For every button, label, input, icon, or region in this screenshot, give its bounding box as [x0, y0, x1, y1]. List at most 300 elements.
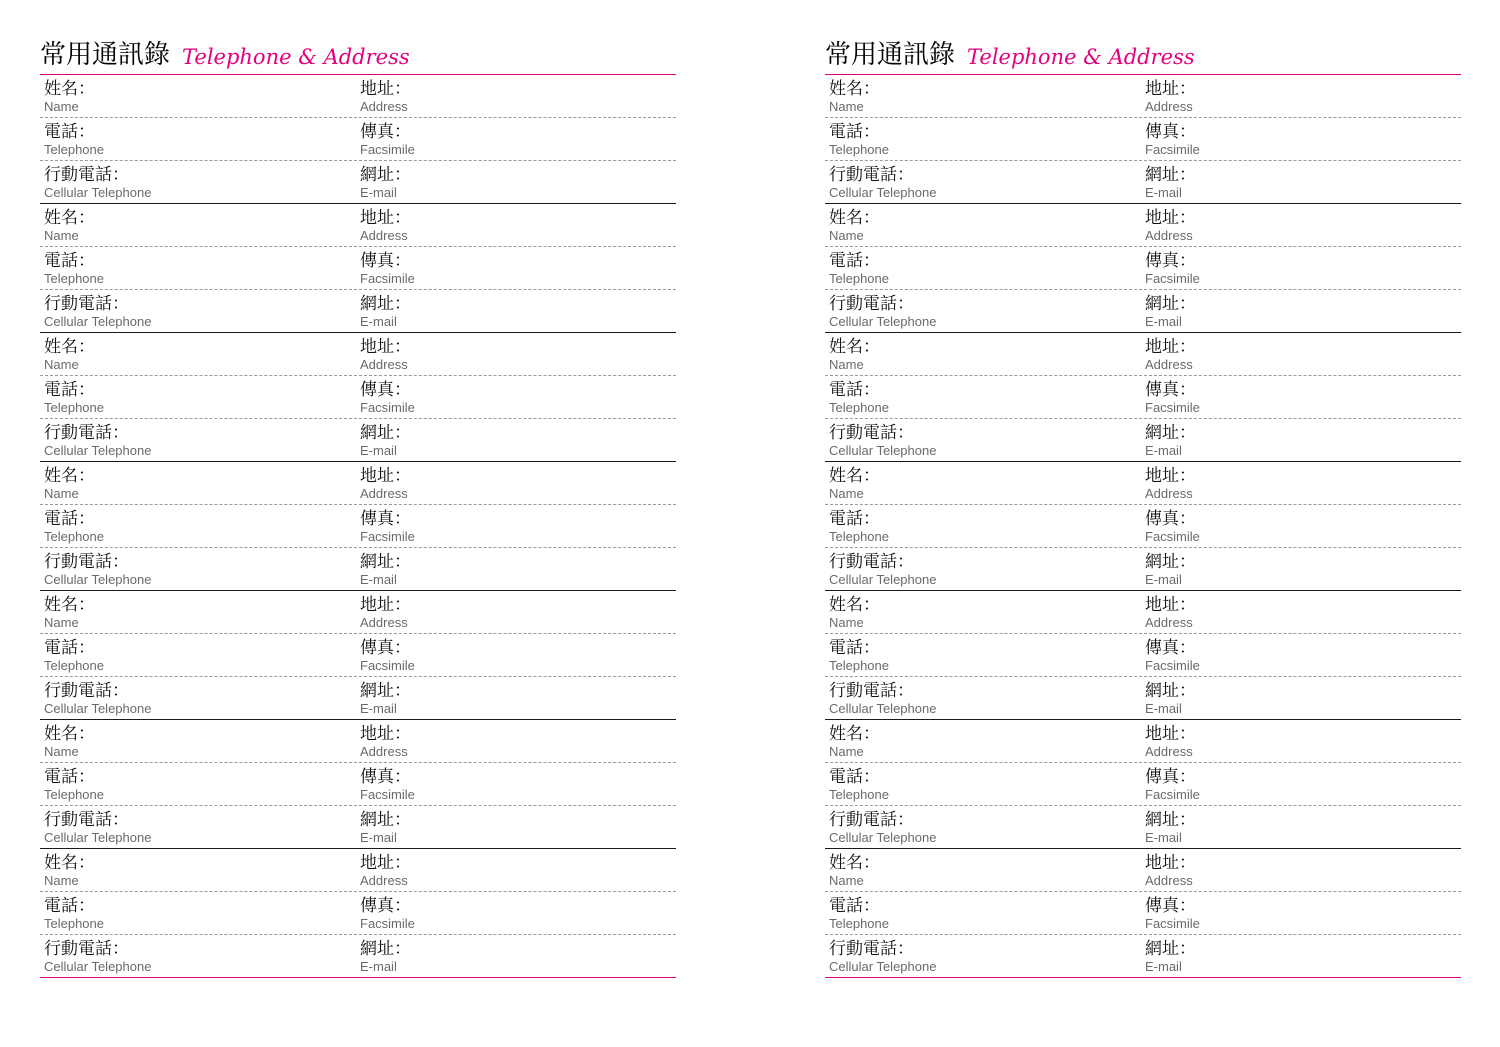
address-field-label-english: Address	[360, 873, 408, 888]
facsimile-field-label	[360, 639, 415, 673]
facsimile-field-label-chinese: 傳真：	[1145, 380, 1196, 400]
telephone-field-label-english: Telephone	[829, 142, 889, 157]
name-field-label-english: Name	[829, 357, 864, 372]
name-field-label-english: Name	[829, 873, 864, 888]
facsimile-field-label-chinese: 傳真：	[360, 122, 411, 142]
address-field-label-english: Address	[360, 615, 408, 630]
cellular-field-label-english: Cellular Telephone	[44, 572, 152, 587]
facsimile-field-label-english: Facsimile	[360, 142, 415, 157]
cellular-field-label-english: Cellular Telephone	[44, 185, 152, 200]
email-field-label-chinese: 網址：	[1145, 423, 1196, 443]
telephone-field-label-chinese: 電話：	[829, 896, 880, 916]
facsimile-field-label-english: Facsimile	[360, 529, 415, 544]
page-title-chinese: 常用通訊錄	[40, 40, 171, 70]
email-field-label-chinese: 網址：	[360, 681, 411, 701]
email-field-label-english: E-mail	[360, 185, 397, 200]
contact-row	[825, 591, 1461, 634]
name-field-label-english: Name	[829, 615, 864, 630]
email-field-label-english: E-mail	[1145, 314, 1182, 329]
address-field-label-english: Address	[1145, 357, 1193, 372]
address-field-label	[360, 854, 411, 888]
email-field-label-english: E-mail	[360, 314, 397, 329]
name-field-label-english: Name	[44, 99, 79, 114]
contact-row	[825, 290, 1461, 333]
email-field-label-english: E-mail	[1145, 830, 1182, 845]
name-field-label-chinese: 姓名：	[44, 724, 95, 744]
page-header	[40, 36, 676, 75]
cellular-field-label-chinese: 行動電話：	[44, 423, 129, 443]
address-field-label	[360, 338, 411, 372]
telephone-field-label	[44, 768, 104, 802]
address-field-label-chinese: 地址：	[360, 208, 411, 228]
telephone-field-label-english: Telephone	[44, 787, 104, 802]
address-field-label-english: Address	[360, 99, 408, 114]
cellular-field-label-english: Cellular Telephone	[44, 959, 152, 974]
facsimile-field-label	[1145, 252, 1200, 286]
address-field-label-chinese: 地址：	[1145, 853, 1196, 873]
email-field-label-english: E-mail	[360, 443, 397, 458]
email-field-label-chinese: 網址：	[360, 810, 411, 830]
facsimile-field-label-english: Facsimile	[1145, 916, 1200, 931]
facsimile-field-label-english: Facsimile	[1145, 271, 1200, 286]
telephone-field-label-chinese: 電話：	[829, 638, 880, 658]
facsimile-field-label-english: Facsimile	[360, 271, 415, 286]
page-title-chinese: 常用通訊錄	[825, 40, 956, 70]
telephone-field-label-chinese: 電話：	[44, 380, 95, 400]
contact-row	[825, 505, 1461, 548]
cellular-field-label-english: Cellular Telephone	[829, 701, 937, 716]
facsimile-field-label-english: Facsimile	[1145, 658, 1200, 673]
name-field-label-chinese: 姓名：	[829, 853, 880, 873]
address-field-label-english: Address	[360, 228, 408, 243]
name-field-label	[44, 209, 95, 243]
address-field-label-english: Address	[1145, 228, 1193, 243]
contact-row	[825, 204, 1461, 247]
email-field-label	[360, 295, 411, 329]
name-field-label-chinese: 姓名：	[44, 595, 95, 615]
telephone-field-label	[44, 123, 104, 157]
name-field-label-english: Name	[829, 99, 864, 114]
telephone-field-label	[44, 252, 104, 286]
telephone-field-label-english: Telephone	[44, 142, 104, 157]
contact-entry	[825, 333, 1461, 462]
cellular-field-label-english: Cellular Telephone	[44, 314, 152, 329]
email-field-label-english: E-mail	[360, 701, 397, 716]
contact-row	[40, 849, 676, 892]
contact-row	[825, 935, 1461, 978]
name-field-label-chinese: 姓名：	[829, 337, 880, 357]
telephone-field-label-english: Telephone	[829, 400, 889, 415]
cellular-field-label-english: Cellular Telephone	[829, 185, 937, 200]
cellular-field-label-chinese: 行動電話：	[829, 423, 914, 443]
cellular-field-label-chinese: 行動電話：	[44, 810, 129, 830]
email-field-label-english: E-mail	[1145, 959, 1182, 974]
contact-row	[40, 247, 676, 290]
email-field-label-chinese: 網址：	[1145, 294, 1196, 314]
contact-entry	[825, 204, 1461, 333]
telephone-field-label-chinese: 電話：	[829, 251, 880, 271]
address-field-label-english: Address	[1145, 615, 1193, 630]
facsimile-field-label	[1145, 123, 1200, 157]
email-field-label	[1145, 424, 1196, 458]
email-field-label-chinese: 網址：	[360, 294, 411, 314]
contact-row	[825, 720, 1461, 763]
facsimile-field-label-chinese: 傳真：	[1145, 638, 1196, 658]
telephone-field-label-english: Telephone	[44, 271, 104, 286]
address-field-label-chinese: 地址：	[1145, 79, 1196, 99]
contact-row	[40, 462, 676, 505]
address-field-label-english: Address	[1145, 99, 1193, 114]
contact-entry	[40, 849, 676, 978]
name-field-label	[829, 209, 880, 243]
email-field-label-english: E-mail	[1145, 572, 1182, 587]
address-field-label	[360, 209, 411, 243]
contact-row	[40, 333, 676, 376]
facsimile-field-label-english: Facsimile	[360, 916, 415, 931]
contact-entry	[40, 75, 676, 204]
contact-row	[40, 75, 676, 118]
facsimile-field-label-english: Facsimile	[1145, 142, 1200, 157]
contact-row	[40, 204, 676, 247]
telephone-field-label	[44, 381, 104, 415]
cellular-field-label-chinese: 行動電話：	[829, 810, 914, 830]
address-field-label-chinese: 地址：	[360, 466, 411, 486]
name-field-label-english: Name	[44, 873, 79, 888]
name-field-label-english: Name	[44, 486, 79, 501]
name-field-label-english: Name	[829, 744, 864, 759]
address-field-label	[1145, 209, 1196, 243]
contact-row	[825, 548, 1461, 591]
email-field-label-english: E-mail	[1145, 185, 1182, 200]
telephone-field-label-english: Telephone	[829, 916, 889, 931]
address-field-label-chinese: 地址：	[360, 79, 411, 99]
contact-row	[825, 892, 1461, 935]
address-field-label	[360, 725, 411, 759]
telephone-field-label-chinese: 電話：	[44, 767, 95, 787]
name-field-label-chinese: 姓名：	[44, 466, 95, 486]
name-field-label-english: Name	[44, 744, 79, 759]
telephone-field-label-chinese: 電話：	[44, 896, 95, 916]
name-field-label	[44, 467, 95, 501]
contact-row	[825, 677, 1461, 720]
name-field-label-chinese: 姓名：	[829, 208, 880, 228]
cellular-field-label-english: Cellular Telephone	[829, 443, 937, 458]
cellular-field-label-chinese: 行動電話：	[829, 939, 914, 959]
contact-row	[40, 892, 676, 935]
contact-row	[40, 548, 676, 591]
facsimile-field-label	[360, 897, 415, 931]
cellular-field-label-english: Cellular Telephone	[829, 572, 937, 587]
telephone-field-label-chinese: 電話：	[44, 122, 95, 142]
facsimile-field-label-english: Facsimile	[1145, 400, 1200, 415]
address-field-label-chinese: 地址：	[1145, 724, 1196, 744]
facsimile-field-label	[1145, 639, 1200, 673]
address-field-label	[1145, 467, 1196, 501]
name-field-label-chinese: 姓名：	[44, 337, 95, 357]
contact-entry	[825, 462, 1461, 591]
contact-row	[40, 935, 676, 978]
address-field-label	[1145, 596, 1196, 630]
contact-entries	[825, 75, 1461, 978]
contact-row	[40, 376, 676, 419]
telephone-field-label	[829, 510, 889, 544]
contact-row	[40, 505, 676, 548]
facsimile-field-label-english: Facsimile	[360, 400, 415, 415]
email-field-label	[1145, 940, 1196, 974]
contact-row	[825, 462, 1461, 505]
address-field-label-chinese: 地址：	[1145, 466, 1196, 486]
email-field-label-english: E-mail	[1145, 701, 1182, 716]
address-field-label-english: Address	[1145, 486, 1193, 501]
page-title-english: Telephone & Address	[182, 45, 410, 69]
address-field-label	[1145, 854, 1196, 888]
contact-row	[40, 763, 676, 806]
cellular-field-label	[44, 295, 151, 329]
telephone-field-label-english: Telephone	[829, 529, 889, 544]
contact-row	[40, 118, 676, 161]
address-field-label	[1145, 338, 1196, 372]
cellular-field-label-chinese: 行動電話：	[44, 294, 129, 314]
facsimile-field-label-english: Facsimile	[360, 787, 415, 802]
facsimile-field-label-chinese: 傳真：	[360, 896, 411, 916]
email-field-label	[1145, 166, 1196, 200]
email-field-label-chinese: 網址：	[360, 423, 411, 443]
cellular-field-label	[44, 424, 151, 458]
name-field-label	[44, 596, 95, 630]
contact-entry	[40, 462, 676, 591]
cellular-field-label	[44, 940, 151, 974]
email-field-label	[360, 940, 411, 974]
email-field-label-english: E-mail	[1145, 443, 1182, 458]
telephone-field-label-chinese: 電話：	[44, 251, 95, 271]
address-field-label	[1145, 80, 1196, 114]
cellular-field-label	[829, 166, 936, 200]
cellular-field-label	[829, 682, 936, 716]
contact-row	[825, 75, 1461, 118]
name-field-label	[44, 338, 95, 372]
cellular-field-label	[44, 682, 151, 716]
email-field-label-chinese: 網址：	[1145, 810, 1196, 830]
contact-row	[40, 677, 676, 720]
facsimile-field-label	[1145, 768, 1200, 802]
contact-row	[40, 290, 676, 333]
page-header	[825, 36, 1461, 75]
email-field-label-chinese: 網址：	[1145, 939, 1196, 959]
email-field-label-chinese: 網址：	[360, 552, 411, 572]
email-field-label	[1145, 811, 1196, 845]
name-field-label-english: Name	[44, 228, 79, 243]
name-field-label-english: Name	[44, 357, 79, 372]
contact-row	[825, 161, 1461, 204]
address-field-label-chinese: 地址：	[360, 337, 411, 357]
email-field-label	[360, 166, 411, 200]
address-field-label-chinese: 地址：	[1145, 208, 1196, 228]
name-field-label-chinese: 姓名：	[44, 208, 95, 228]
contact-entry	[40, 204, 676, 333]
facsimile-field-label	[360, 768, 415, 802]
email-field-label	[360, 424, 411, 458]
cellular-field-label-english: Cellular Telephone	[44, 830, 152, 845]
contact-entry	[40, 720, 676, 849]
facsimile-field-label-chinese: 傳真：	[360, 380, 411, 400]
left-page	[40, 36, 676, 978]
facsimile-field-label-chinese: 傳真：	[1145, 509, 1196, 529]
cellular-field-label-chinese: 行動電話：	[829, 552, 914, 572]
facsimile-field-label-chinese: 傳真：	[360, 767, 411, 787]
facsimile-field-label	[1145, 381, 1200, 415]
name-field-label-english: Name	[44, 615, 79, 630]
telephone-field-label-english: Telephone	[44, 400, 104, 415]
telephone-field-label	[829, 897, 889, 931]
contact-row	[825, 806, 1461, 849]
contact-entry	[40, 591, 676, 720]
telephone-field-label	[829, 381, 889, 415]
cellular-field-label-english: Cellular Telephone	[44, 701, 152, 716]
contact-row	[825, 419, 1461, 462]
contact-entry	[825, 720, 1461, 849]
telephone-field-label	[829, 639, 889, 673]
telephone-field-label-english: Telephone	[44, 529, 104, 544]
telephone-field-label	[44, 639, 104, 673]
contact-row	[825, 763, 1461, 806]
email-field-label	[1145, 295, 1196, 329]
cellular-field-label-chinese: 行動電話：	[44, 939, 129, 959]
cellular-field-label-chinese: 行動電話：	[829, 681, 914, 701]
address-field-label-english: Address	[360, 744, 408, 759]
name-field-label	[829, 338, 880, 372]
contact-row	[825, 333, 1461, 376]
contact-row	[40, 806, 676, 849]
contact-entry	[40, 333, 676, 462]
address-field-label-english: Address	[1145, 744, 1193, 759]
facsimile-field-label-chinese: 傳真：	[360, 251, 411, 271]
address-field-label-chinese: 地址：	[360, 724, 411, 744]
facsimile-field-label-chinese: 傳真：	[360, 638, 411, 658]
right-page	[825, 36, 1461, 978]
telephone-field-label-chinese: 電話：	[44, 509, 95, 529]
facsimile-field-label	[360, 252, 415, 286]
telephone-field-label	[829, 768, 889, 802]
cellular-field-label	[44, 811, 151, 845]
telephone-field-label-chinese: 電話：	[829, 122, 880, 142]
name-field-label	[44, 725, 95, 759]
cellular-field-label-chinese: 行動電話：	[44, 552, 129, 572]
facsimile-field-label-chinese: 傳真：	[1145, 251, 1196, 271]
page-title-english: Telephone & Address	[967, 45, 1195, 69]
name-field-label	[829, 596, 880, 630]
email-field-label-chinese: 網址：	[360, 939, 411, 959]
cellular-field-label	[829, 811, 936, 845]
telephone-field-label-chinese: 電話：	[829, 767, 880, 787]
facsimile-field-label-chinese: 傳真：	[1145, 896, 1196, 916]
email-field-label-english: E-mail	[360, 830, 397, 845]
telephone-field-label-chinese: 電話：	[44, 638, 95, 658]
email-field-label-chinese: 網址：	[1145, 552, 1196, 572]
name-field-label	[829, 725, 880, 759]
name-field-label-chinese: 姓名：	[829, 724, 880, 744]
cellular-field-label	[829, 940, 936, 974]
email-field-label-chinese: 網址：	[1145, 681, 1196, 701]
cellular-field-label-chinese: 行動電話：	[829, 165, 914, 185]
telephone-field-label	[829, 123, 889, 157]
cellular-field-label-chinese: 行動電話：	[829, 294, 914, 314]
telephone-field-label-chinese: 電話：	[829, 509, 880, 529]
address-field-label	[1145, 725, 1196, 759]
cellular-field-label	[44, 166, 151, 200]
telephone-field-label	[829, 252, 889, 286]
contact-row	[40, 720, 676, 763]
address-field-label-english: Address	[360, 486, 408, 501]
contact-row	[825, 634, 1461, 677]
contact-row	[40, 591, 676, 634]
name-field-label	[829, 854, 880, 888]
facsimile-field-label-english: Facsimile	[1145, 787, 1200, 802]
email-field-label-english: E-mail	[360, 959, 397, 974]
address-field-label-english: Address	[360, 357, 408, 372]
cellular-field-label-english: Cellular Telephone	[829, 314, 937, 329]
address-field-label	[360, 80, 411, 114]
address-field-label-chinese: 地址：	[360, 853, 411, 873]
address-field-label-english: Address	[1145, 873, 1193, 888]
name-field-label	[829, 80, 880, 114]
facsimile-field-label	[1145, 897, 1200, 931]
contact-row	[40, 634, 676, 677]
contact-row	[825, 118, 1461, 161]
facsimile-field-label	[360, 510, 415, 544]
facsimile-field-label	[360, 123, 415, 157]
telephone-field-label-chinese: 電話：	[829, 380, 880, 400]
cellular-field-label-english: Cellular Telephone	[829, 830, 937, 845]
name-field-label-english: Name	[829, 486, 864, 501]
facsimile-field-label	[360, 381, 415, 415]
contact-row	[40, 419, 676, 462]
cellular-field-label-english: Cellular Telephone	[44, 443, 152, 458]
name-field-label-chinese: 姓名：	[44, 79, 95, 99]
name-field-label-chinese: 姓名：	[829, 595, 880, 615]
cellular-field-label	[829, 424, 936, 458]
address-field-label-chinese: 地址：	[1145, 337, 1196, 357]
contact-row	[40, 161, 676, 204]
email-field-label-english: E-mail	[360, 572, 397, 587]
email-field-label-chinese: 網址：	[1145, 165, 1196, 185]
contact-entries	[40, 75, 676, 978]
contact-row	[825, 376, 1461, 419]
facsimile-field-label-chinese: 傳真：	[1145, 122, 1196, 142]
contact-entry	[825, 591, 1461, 720]
cellular-field-label-chinese: 行動電話：	[44, 165, 129, 185]
email-field-label	[1145, 553, 1196, 587]
name-field-label-english: Name	[829, 228, 864, 243]
name-field-label	[829, 467, 880, 501]
contact-row	[825, 247, 1461, 290]
cellular-field-label	[829, 553, 936, 587]
telephone-field-label-english: Telephone	[829, 787, 889, 802]
cellular-field-label	[44, 553, 151, 587]
cellular-field-label	[829, 295, 936, 329]
telephone-field-label	[44, 510, 104, 544]
email-field-label	[360, 811, 411, 845]
name-field-label	[44, 80, 95, 114]
name-field-label	[44, 854, 95, 888]
name-field-label-chinese: 姓名：	[44, 853, 95, 873]
address-field-label-chinese: 地址：	[1145, 595, 1196, 615]
facsimile-field-label-chinese: 傳真：	[360, 509, 411, 529]
telephone-field-label-english: Telephone	[829, 658, 889, 673]
email-field-label	[1145, 682, 1196, 716]
address-field-label	[360, 596, 411, 630]
address-field-label	[360, 467, 411, 501]
cellular-field-label-english: Cellular Telephone	[829, 959, 937, 974]
